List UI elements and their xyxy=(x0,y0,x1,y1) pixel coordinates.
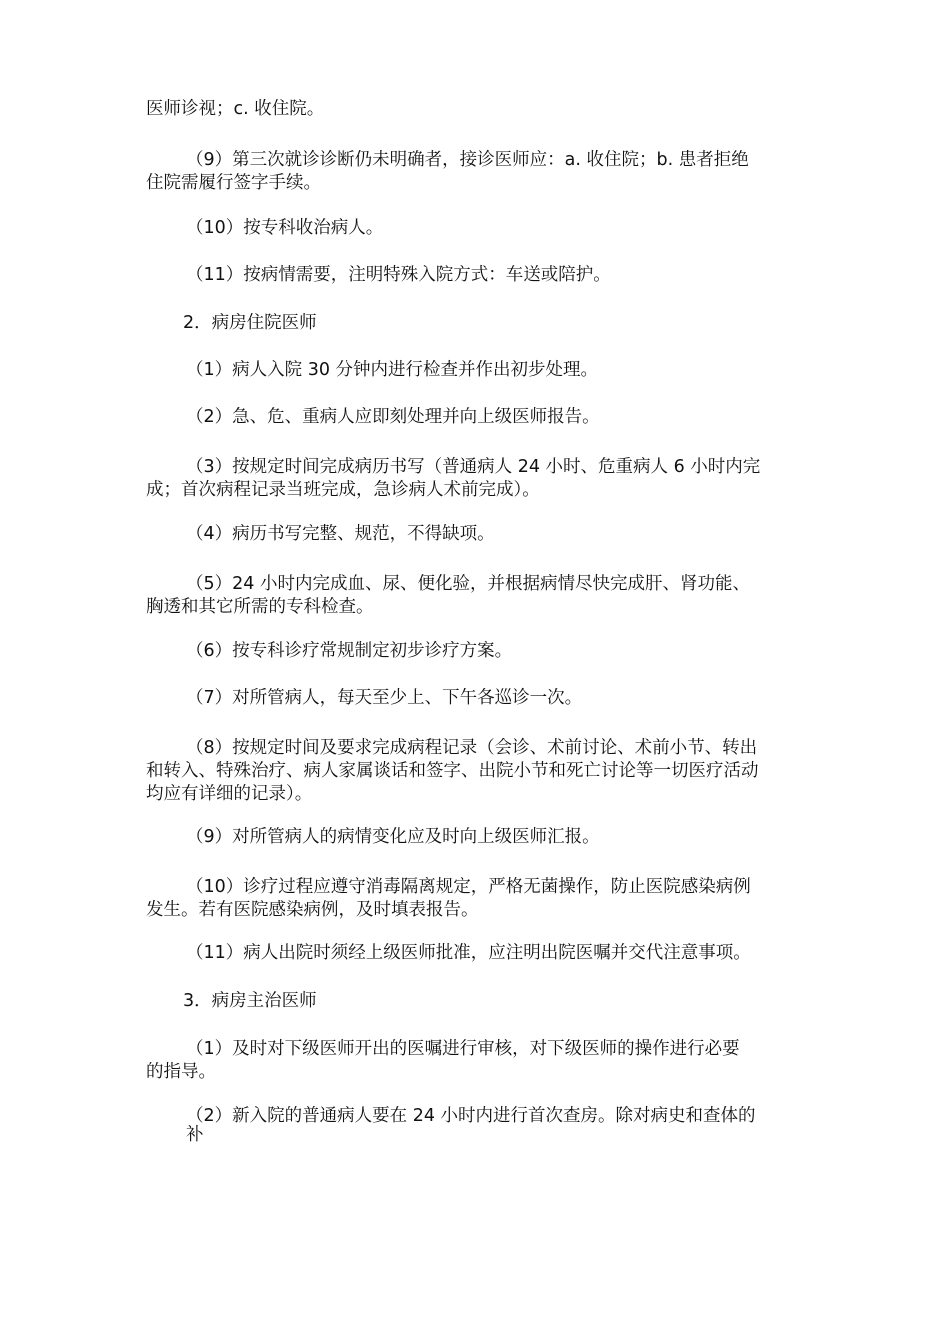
paragraph-1 xyxy=(146,98,810,121)
text-line: （3）按规定时间完成病历书写（普通病人 24 小时、危重病人 6 小时内完 xyxy=(186,457,761,477)
text-line: 3．病房主治医师 xyxy=(183,991,317,1011)
text-line: （1）病人入院 30 分钟内进行检查并作出初步处理。 xyxy=(186,360,599,380)
text-line: （9）对所管病人的病情变化应及时向上级医师汇报。 xyxy=(186,827,600,847)
truncated-tail-text: 补 xyxy=(186,1125,204,1145)
paragraph-14 xyxy=(146,826,810,849)
text-line: 均应有详细的记录）。 xyxy=(146,784,313,804)
text-line: （1）及时对下级医师开出的医嘱进行审核，对下级医师的操作进行必要 xyxy=(186,1039,740,1059)
text-line: 成；首次病程记录当班完成，急诊病人术前完成）。 xyxy=(146,480,540,500)
text-line: （9）第三次就诊诊断仍未明确者，接诊医师应：a. 收住院；b. 患者拒绝 xyxy=(186,150,749,170)
paragraph-8 xyxy=(146,456,810,502)
text-line: （6）按专科诊疗常规制定初步诊疗方案。 xyxy=(186,641,513,661)
paragraph-10 xyxy=(146,573,810,619)
text-line: （11）按病情需要，注明特殊入院方式：车送或陪护。 xyxy=(186,265,611,285)
text-line: （2）新入院的普通病人要在 24 小时内进行首次查房。除对病史和查体的 xyxy=(186,1106,756,1126)
text-line: 的指导。 xyxy=(146,1062,216,1082)
paragraph-6 xyxy=(146,359,810,382)
text-line: 住院需履行签字手续。 xyxy=(146,173,321,193)
section-heading-2 xyxy=(146,312,810,335)
text-line: 发生。若有医院感染病例，及时填表报告。 xyxy=(146,900,479,920)
text-line: （11）病人出院时须经上级医师批准，应注明出院医嘱并交代注意事项。 xyxy=(186,943,751,963)
paragraph-4 xyxy=(146,264,810,287)
paragraph-7 xyxy=(146,406,810,429)
paragraph-18 xyxy=(146,1038,810,1084)
text-line: 医师诊视；c. 收住院。 xyxy=(146,99,325,119)
text-line: （7）对所管病人，每天至少上、下午各巡诊一次。 xyxy=(186,688,583,708)
text-line: （4）病历书写完整、规范，不得缺项。 xyxy=(186,524,495,544)
text-line: （5）24 小时内完成血、尿、便化验，并根据病情尽快完成肝、肾功能、 xyxy=(186,574,750,594)
paragraph-2 xyxy=(146,149,810,195)
text-line: （10）诊疗过程应遵守消毒隔离规定，严格无菌操作，防止医院感染病例 xyxy=(186,877,751,897)
paragraph-13 xyxy=(146,737,810,806)
paragraph-3 xyxy=(146,217,810,240)
paragraph-16 xyxy=(146,942,810,965)
text-line: （10）按专科收治病人。 xyxy=(186,218,384,238)
text-line: 胸透和其它所需的专科检查。 xyxy=(146,597,374,617)
paragraph-19 xyxy=(146,1105,810,1128)
paragraph-12 xyxy=(146,687,810,710)
section-heading-3 xyxy=(146,990,810,1013)
paragraph-15 xyxy=(146,876,810,922)
text-line: （8）按规定时间及要求完成病程记录（会诊、术前讨论、术前小节、转出 xyxy=(186,738,758,758)
paragraph-9 xyxy=(146,523,810,546)
paragraph-11 xyxy=(146,640,810,663)
text-line: （2）急、危、重病人应即刻处理并向上级医师报告。 xyxy=(186,407,600,427)
text-line: 2．病房住院医师 xyxy=(183,313,317,333)
text-line: 和转入、特殊治疗、病人家属谈话和签字、出院小节和死亡讨论等一切医疗活动 xyxy=(146,761,759,781)
